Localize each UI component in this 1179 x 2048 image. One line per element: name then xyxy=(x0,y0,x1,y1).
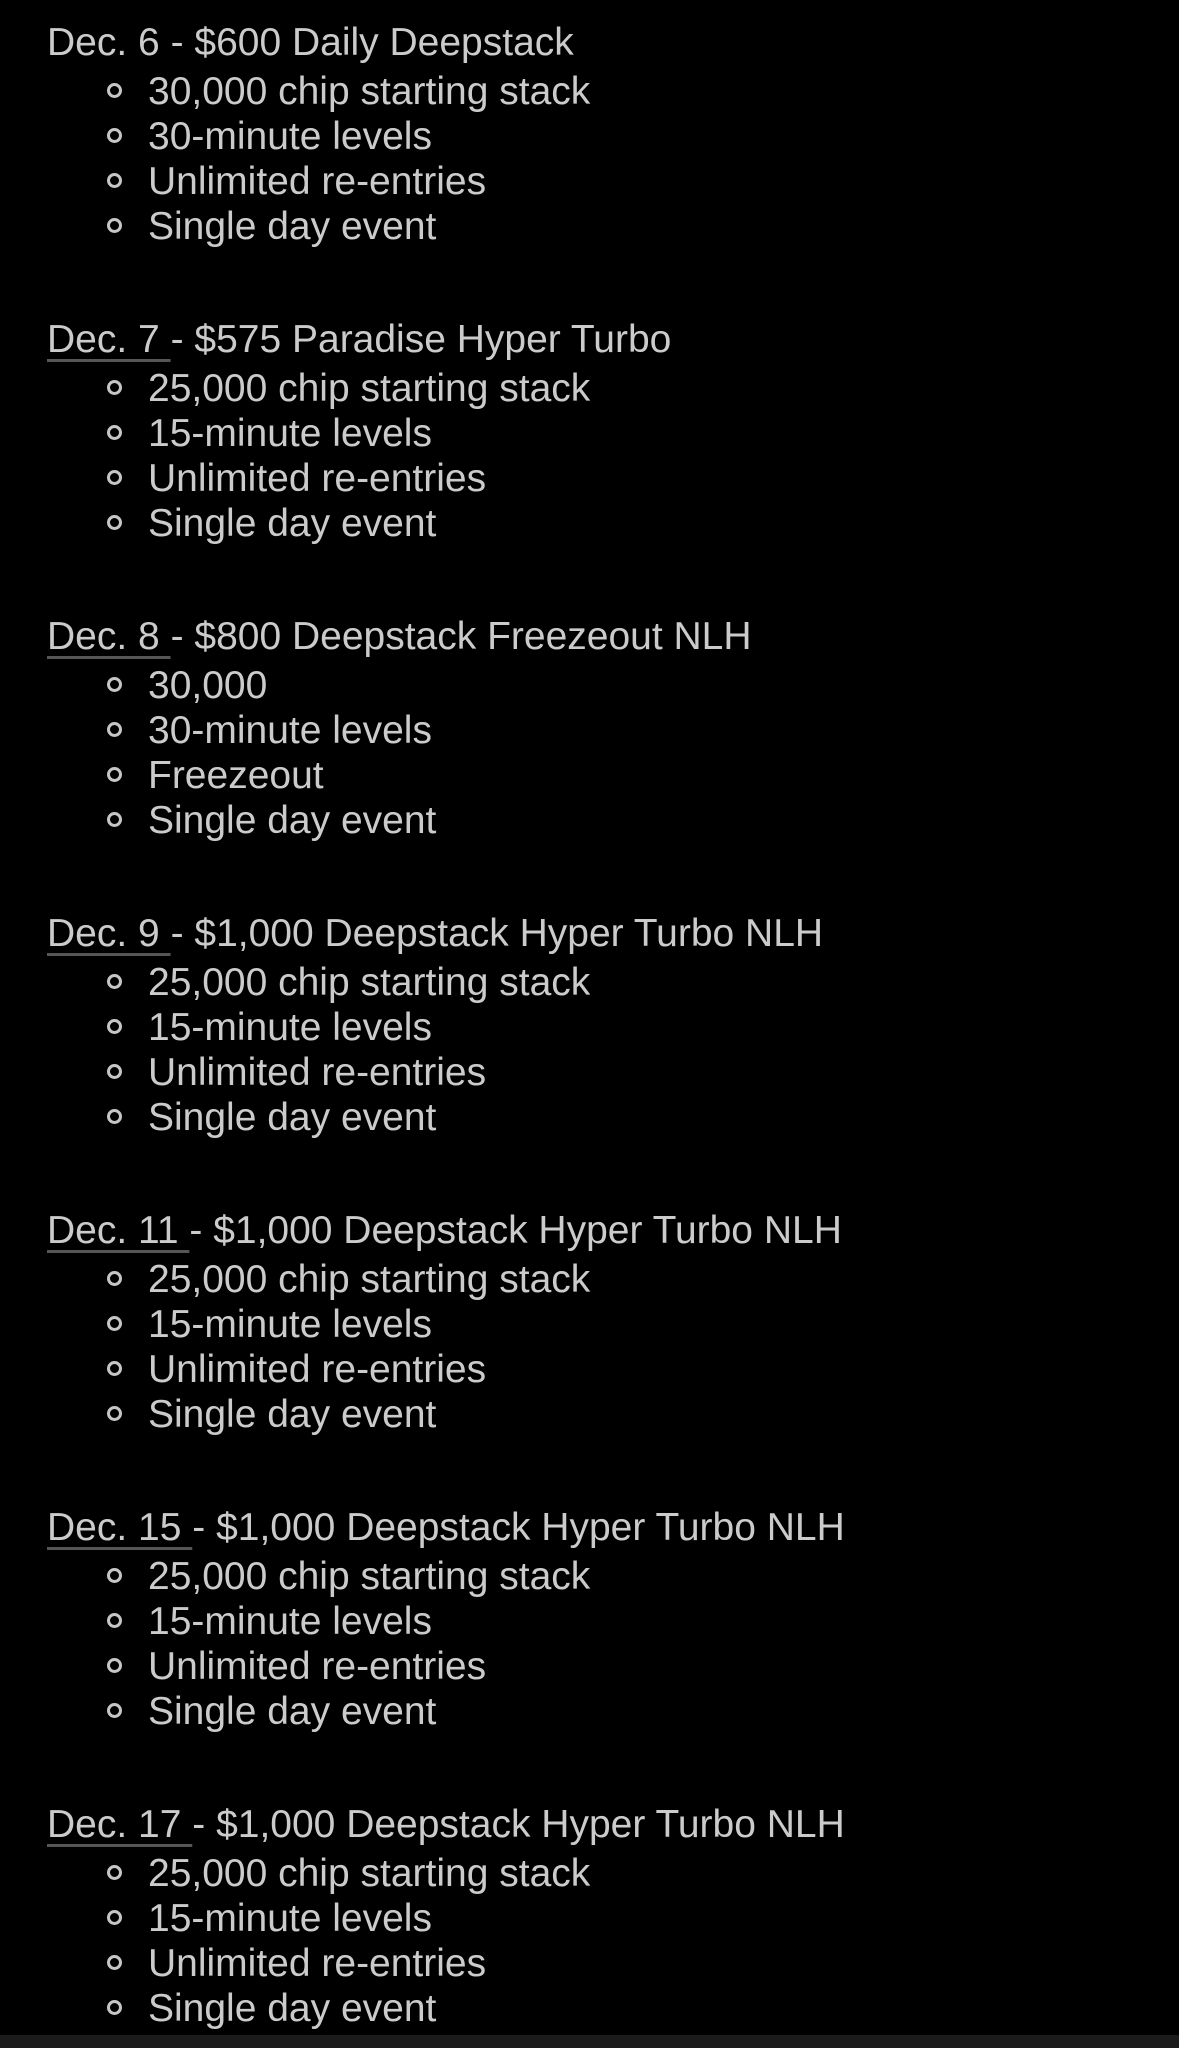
bullet-item xyxy=(47,663,1179,708)
bullet-item xyxy=(47,456,1179,501)
event-title: $1,000 Deepstack Hyper Turbo NLH xyxy=(194,912,824,955)
event-details-list xyxy=(47,960,1179,1140)
circle-bullet-icon xyxy=(107,1865,122,1880)
event-date-link[interactable]: Dec. 17 xyxy=(47,1803,193,1846)
circle-bullet-icon xyxy=(107,218,122,233)
event-title: $1,000 Deepstack Hyper Turbo NLH xyxy=(216,1506,845,1549)
bullet-text: Unlimited re-entries xyxy=(148,160,487,203)
event-heading xyxy=(47,1502,1179,1554)
circle-bullet-icon xyxy=(107,1406,122,1421)
bullet-text: Unlimited re-entries xyxy=(148,457,487,500)
bullet-text: Unlimited re-entries xyxy=(148,1051,487,1094)
circle-bullet-icon xyxy=(107,1955,122,1970)
circle-bullet-icon xyxy=(107,1910,122,1925)
bullet-text: 25,000 chip starting stack xyxy=(148,961,591,1004)
bullet-text: Single day event xyxy=(148,1096,437,1139)
event-title: $1,000 Deepstack Hyper Turbo NLH xyxy=(213,1209,842,1252)
bullet-text: 15-minute levels xyxy=(148,1600,432,1643)
circle-bullet-icon xyxy=(107,1568,122,1583)
event-heading xyxy=(47,908,1179,960)
circle-bullet-icon xyxy=(107,173,122,188)
bullet-item xyxy=(47,1896,1179,1941)
event-date-link[interactable]: Dec. 9 xyxy=(47,912,171,955)
event-date: Dec. 6 xyxy=(47,21,171,64)
bullet-item xyxy=(47,960,1179,1005)
bullet-text: 15-minute levels xyxy=(148,412,432,455)
circle-bullet-icon xyxy=(107,380,122,395)
bullet-item xyxy=(47,708,1179,753)
event-date-link[interactable]: Dec. 8 xyxy=(47,615,171,658)
bullet-text: 30-minute levels xyxy=(148,709,432,752)
event-date-link[interactable]: Dec. 11 xyxy=(47,1209,190,1252)
event-title: $600 Daily Deepstack xyxy=(194,21,574,64)
bullet-item xyxy=(47,1095,1179,1140)
event-heading xyxy=(47,1799,1179,1851)
circle-bullet-icon xyxy=(107,812,122,827)
circle-bullet-icon xyxy=(107,128,122,143)
bullet-item xyxy=(47,1554,1179,1599)
bullet-item xyxy=(47,1392,1179,1437)
bullet-item xyxy=(47,1347,1179,1392)
bottom-edge-bar xyxy=(0,2035,1179,2048)
bullet-item xyxy=(47,1986,1179,2031)
circle-bullet-icon xyxy=(107,1109,122,1124)
circle-bullet-icon xyxy=(107,722,122,737)
event-details-list xyxy=(47,366,1179,546)
heading-separator: - xyxy=(170,21,195,64)
event-section xyxy=(47,17,1179,249)
event-date-link[interactable]: Dec. 7 xyxy=(47,318,171,361)
bullet-text: Single day event xyxy=(148,1987,437,2030)
bullet-item xyxy=(47,366,1179,411)
event-section xyxy=(47,314,1179,546)
event-details-list xyxy=(47,1851,1179,2031)
bullet-text: 30,000 xyxy=(148,664,268,707)
circle-bullet-icon xyxy=(107,677,122,692)
bullet-item xyxy=(47,159,1179,204)
bullet-text: Single day event xyxy=(148,205,437,248)
circle-bullet-icon xyxy=(107,767,122,782)
event-section xyxy=(47,611,1179,843)
bullet-text: 15-minute levels xyxy=(148,1303,432,1346)
bullet-text: Freezeout xyxy=(148,754,324,797)
bullet-text: 30-minute levels xyxy=(148,115,432,158)
event-title: $575 Paradise Hyper Turbo xyxy=(194,318,672,361)
circle-bullet-icon xyxy=(107,1316,122,1331)
circle-bullet-icon xyxy=(107,470,122,485)
bullet-text: Unlimited re-entries xyxy=(148,1645,487,1688)
bullet-item xyxy=(47,798,1179,843)
bullet-text: Single day event xyxy=(148,502,437,545)
circle-bullet-icon xyxy=(107,425,122,440)
bullet-text: Single day event xyxy=(148,799,437,842)
bullet-item xyxy=(47,1689,1179,1734)
bullet-text: 25,000 chip starting stack xyxy=(148,367,591,410)
circle-bullet-icon xyxy=(107,2000,122,2015)
heading-separator: - xyxy=(170,318,195,361)
circle-bullet-icon xyxy=(107,1613,122,1628)
event-details-list xyxy=(47,663,1179,843)
bullet-item xyxy=(47,1941,1179,1986)
bullet-text: 25,000 chip starting stack xyxy=(148,1555,591,1598)
bullet-text: Single day event xyxy=(148,1393,437,1436)
heading-separator: - xyxy=(192,1803,217,1846)
event-details-list xyxy=(47,69,1179,249)
event-title: $1,000 Deepstack Hyper Turbo NLH xyxy=(216,1803,845,1846)
bullet-item xyxy=(47,1050,1179,1095)
event-section xyxy=(47,908,1179,1140)
circle-bullet-icon xyxy=(107,1064,122,1079)
event-section xyxy=(47,1502,1179,1734)
event-heading xyxy=(47,17,1179,69)
bullet-text: Unlimited re-entries xyxy=(148,1942,487,1985)
bullet-item xyxy=(47,1257,1179,1302)
bullet-item xyxy=(47,1302,1179,1347)
bullet-text: 15-minute levels xyxy=(148,1006,432,1049)
event-section xyxy=(47,1205,1179,1437)
event-heading xyxy=(47,1205,1179,1257)
event-title: $800 Deepstack Freezeout NLH xyxy=(194,615,752,658)
bullet-item xyxy=(47,753,1179,798)
circle-bullet-icon xyxy=(107,1658,122,1673)
bullet-item xyxy=(47,1851,1179,1896)
circle-bullet-icon xyxy=(107,515,122,530)
bullet-text: 30,000 chip starting stack xyxy=(148,70,591,113)
circle-bullet-icon xyxy=(107,1271,122,1286)
heading-separator: - xyxy=(189,1209,214,1252)
bullet-text: Single day event xyxy=(148,1690,437,1733)
circle-bullet-icon xyxy=(107,974,122,989)
bullet-item xyxy=(47,501,1179,546)
circle-bullet-icon xyxy=(107,1019,122,1034)
bullet-text: 25,000 chip starting stack xyxy=(148,1852,591,1895)
bullet-item xyxy=(47,1005,1179,1050)
heading-separator: - xyxy=(170,615,195,658)
circle-bullet-icon xyxy=(107,83,122,98)
event-details-list xyxy=(47,1257,1179,1437)
event-section xyxy=(47,1799,1179,2031)
bullet-item xyxy=(47,69,1179,114)
bullet-item xyxy=(47,204,1179,249)
heading-separator: - xyxy=(170,912,195,955)
bullet-item xyxy=(47,114,1179,159)
event-date-link[interactable]: Dec. 15 xyxy=(47,1506,193,1549)
bullet-item xyxy=(47,1599,1179,1644)
event-heading xyxy=(47,611,1179,663)
bullet-item xyxy=(47,1644,1179,1689)
heading-separator: - xyxy=(192,1506,217,1549)
circle-bullet-icon xyxy=(107,1361,122,1376)
event-details-list xyxy=(47,1554,1179,1734)
bullet-text: 15-minute levels xyxy=(148,1897,432,1940)
circle-bullet-icon xyxy=(107,1703,122,1718)
bullet-item xyxy=(47,411,1179,456)
bullet-text: 25,000 chip starting stack xyxy=(148,1258,591,1301)
event-heading xyxy=(47,314,1179,366)
bullet-text: Unlimited re-entries xyxy=(148,1348,487,1391)
